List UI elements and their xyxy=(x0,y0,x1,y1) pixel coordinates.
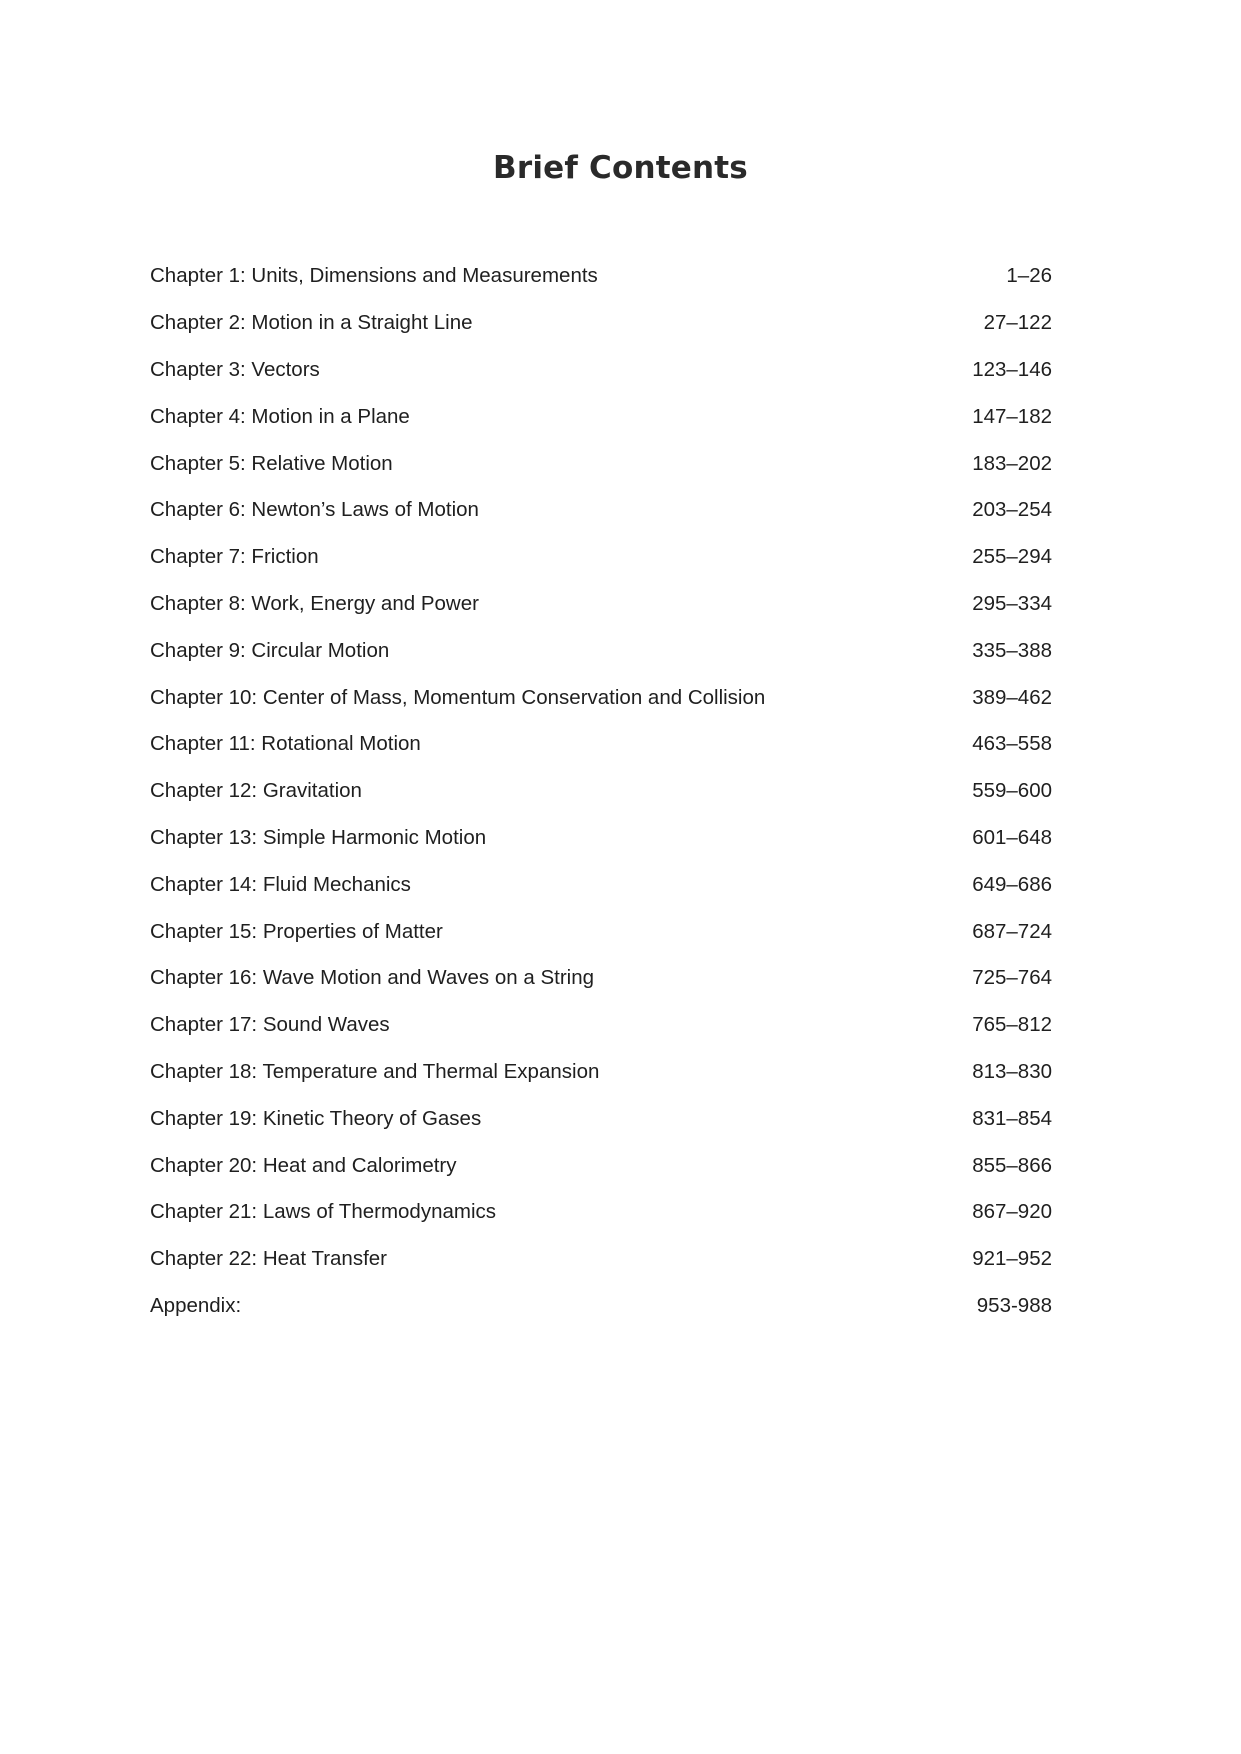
toc-entry-label: Chapter 10: Center of Mass, Momentum Conservation and Collision xyxy=(150,685,766,709)
toc-entry-label: Chapter 20: Heat and Calorimetry xyxy=(150,1153,457,1177)
toc-entry-label: Chapter 11: Rotational Motion xyxy=(150,732,421,756)
page-title: Brief Contents xyxy=(493,150,748,186)
toc-entry-label: Chapter 19: Kinetic Theory of Gases xyxy=(150,1106,482,1130)
toc-entry xyxy=(150,347,1052,394)
toc-entry-label: Chapter 2: Motion in a Straight Line xyxy=(150,311,473,335)
toc-entry xyxy=(150,1236,1052,1283)
toc-entry xyxy=(150,393,1052,440)
table-of-contents xyxy=(150,253,1052,1329)
toc-entry-pages: 953-988 xyxy=(976,1293,1052,1317)
toc-entry-label: Chapter 22: Heat Transfer xyxy=(150,1247,388,1271)
toc-entry-label: Chapter 14: Fluid Mechanics xyxy=(150,872,411,896)
toc-entry-label: Chapter 3: Vectors xyxy=(150,357,320,381)
toc-entry-label: Chapter 12: Gravitation xyxy=(150,779,362,803)
toc-entry xyxy=(150,721,1052,768)
toc-entry-pages: 183–202 xyxy=(972,451,1052,475)
toc-entry-label: Chapter 4: Motion in a Plane xyxy=(150,404,410,428)
toc-entry-pages: 463–558 xyxy=(972,732,1052,756)
toc-entry-pages: 649–686 xyxy=(972,872,1052,896)
toc-entry-label: Chapter 17: Sound Waves xyxy=(150,1013,390,1037)
toc-entry-pages: 601–648 xyxy=(972,825,1052,849)
toc-entry xyxy=(150,1283,1052,1330)
toc-entry-pages: 255–294 xyxy=(972,545,1052,569)
toc-entry xyxy=(150,253,1052,300)
toc-entry-pages: 123–146 xyxy=(972,357,1052,381)
toc-entry-label: Chapter 15: Properties of Matter xyxy=(150,919,443,943)
toc-entry-pages: 203–254 xyxy=(972,498,1052,522)
toc-entry-pages: 687–724 xyxy=(972,919,1052,943)
toc-entry xyxy=(150,487,1052,534)
toc-entry xyxy=(150,815,1052,862)
toc-entry xyxy=(150,1142,1052,1189)
toc-entry-label: Chapter 16: Wave Motion and Waves on a String xyxy=(150,966,595,990)
toc-entry-pages: 855–866 xyxy=(972,1153,1052,1177)
toc-entry xyxy=(150,908,1052,955)
toc-entry-label: Chapter 7: Friction xyxy=(150,545,319,569)
toc-entry-pages: 147–182 xyxy=(972,404,1052,428)
toc-entry-label: Chapter 21: Laws of Thermodynamics xyxy=(150,1200,497,1224)
toc-entry xyxy=(150,674,1052,721)
toc-entry-pages: 295–334 xyxy=(972,591,1052,615)
toc-entry xyxy=(150,300,1052,347)
toc-entry-pages: 831–854 xyxy=(972,1106,1052,1130)
toc-entry-label: Chapter 1: Units, Dimensions and Measurements xyxy=(150,264,598,288)
toc-entry-label: Chapter 18: Temperature and Thermal Expansion xyxy=(150,1059,600,1083)
toc-entry-pages: 813–830 xyxy=(972,1059,1052,1083)
toc-entry-label: Chapter 9: Circular Motion xyxy=(150,638,390,662)
toc-entry-label: Chapter 6: Newton’s Laws of Motion xyxy=(150,498,479,522)
toc-entry xyxy=(150,768,1052,815)
toc-entry-label: Chapter 5: Relative Motion xyxy=(150,451,393,475)
toc-entry xyxy=(150,1095,1052,1142)
toc-entry-pages: 725–764 xyxy=(972,966,1052,990)
toc-entry xyxy=(150,955,1052,1002)
toc-entry-pages: 27–122 xyxy=(983,311,1052,335)
toc-entry-pages: 867–920 xyxy=(972,1200,1052,1224)
toc-entry xyxy=(150,581,1052,628)
toc-entry-pages: 559–600 xyxy=(972,779,1052,803)
toc-entry-pages: 765–812 xyxy=(972,1013,1052,1037)
toc-entry-pages: 1–26 xyxy=(1006,264,1052,288)
toc-entry xyxy=(150,861,1052,908)
toc-entry xyxy=(150,1189,1052,1236)
toc-entry-pages: 335–388 xyxy=(972,638,1052,662)
toc-entry xyxy=(150,627,1052,674)
toc-entry xyxy=(150,440,1052,487)
toc-entry xyxy=(150,534,1052,581)
toc-entry-pages: 921–952 xyxy=(972,1247,1052,1271)
toc-entry-label: Appendix: xyxy=(150,1293,242,1317)
toc-entry xyxy=(150,1049,1052,1096)
toc-entry-label: Chapter 13: Simple Harmonic Motion xyxy=(150,825,487,849)
toc-entry-pages: 389–462 xyxy=(972,685,1052,709)
toc-entry xyxy=(150,1002,1052,1049)
toc-entry-label: Chapter 8: Work, Energy and Power xyxy=(150,591,479,615)
